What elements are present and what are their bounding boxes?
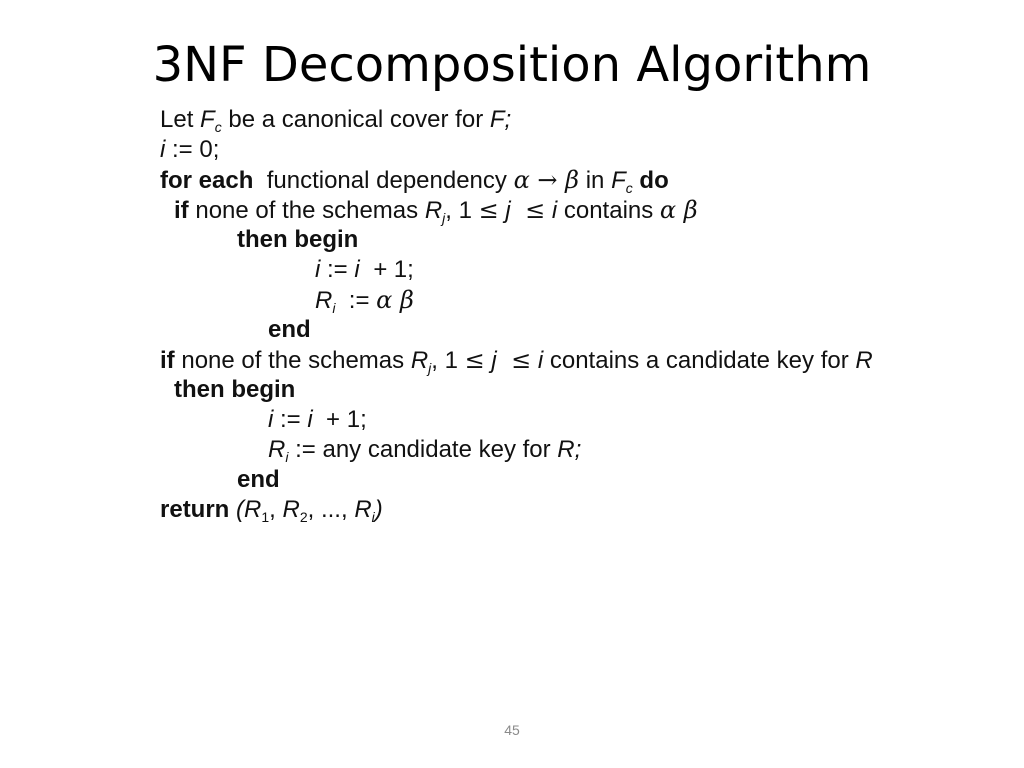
algo-line-14 <box>160 495 1010 525</box>
beta-symbol: β <box>676 196 698 224</box>
beta-symbol: β <box>392 286 414 314</box>
keyword-then-begin: then begin <box>174 376 296 403</box>
keyword-do: do <box>639 167 669 194</box>
text: in <box>579 167 612 194</box>
text: functional dependency <box>253 167 514 194</box>
var-i: i <box>268 406 274 433</box>
algo-line-2 <box>160 135 1010 165</box>
algo-line-13 <box>160 465 1010 495</box>
text: 1; <box>393 256 414 283</box>
text: := <box>273 406 308 433</box>
keyword-then-begin: then begin <box>237 226 359 253</box>
beta-symbol: β <box>565 166 580 194</box>
var-j: j <box>498 197 518 224</box>
algo-line-10 <box>160 375 1010 405</box>
var-i: i <box>531 347 544 374</box>
var-r: R; <box>557 436 582 463</box>
var-r: R <box>855 347 873 374</box>
subscript-c: c <box>625 180 633 196</box>
text: be a canonical cover for <box>221 106 490 133</box>
algo-line-1 <box>160 105 1010 135</box>
le-symbol: ≤ <box>517 196 546 224</box>
keyword-if: if <box>160 347 175 374</box>
arrow-symbol: → <box>529 166 566 194</box>
subscript-c: c <box>214 119 222 135</box>
var-r: R <box>268 436 286 463</box>
text: , ..., <box>307 496 355 523</box>
var-r: R <box>424 197 443 224</box>
le-symbol: ≤ <box>478 196 499 224</box>
text: none of the schemas <box>188 197 425 224</box>
page-number: 45 <box>504 722 520 738</box>
keyword-end: end <box>237 466 280 493</box>
alpha-symbol: α <box>376 286 393 314</box>
text: + 1; <box>319 406 367 433</box>
text: contains <box>557 197 660 224</box>
var-r: R <box>315 287 333 314</box>
var-i: i <box>307 406 320 433</box>
subscript-i: i <box>285 449 289 465</box>
text: := <box>320 256 355 283</box>
var-i: i <box>354 256 367 283</box>
algo-line-12 <box>160 435 1010 465</box>
le-symbol: ≤ <box>503 346 532 374</box>
var-f: F <box>200 106 215 133</box>
text: contains a candidate key for <box>543 347 856 374</box>
var-i: i <box>160 136 166 163</box>
var-r: R <box>354 496 372 523</box>
text: := <box>335 287 377 314</box>
text: := 0; <box>165 136 220 163</box>
text: := any candidate key for <box>288 436 558 463</box>
text: , 1 <box>445 197 479 224</box>
var-r: R <box>282 496 300 523</box>
var-r: (R <box>229 496 262 523</box>
text: , 1 <box>431 347 465 374</box>
var-i: i <box>315 256 321 283</box>
algo-line-7 <box>160 285 1010 315</box>
subscript-i: i <box>332 300 336 316</box>
close-paren: ) <box>374 496 383 523</box>
keyword-if: if <box>174 197 189 224</box>
slide-title: 3NF Decomposition Algorithm <box>152 37 872 93</box>
subscript-i: i <box>371 509 375 525</box>
plus-sign: + <box>366 256 394 283</box>
subscript-2: 2 <box>299 509 308 525</box>
keyword-end: end <box>268 316 311 343</box>
alpha-symbol: α <box>659 196 677 224</box>
algo-line-5 <box>160 225 1010 255</box>
var-f: F <box>611 167 626 194</box>
text: , <box>269 496 283 523</box>
keyword-return: return <box>160 496 230 523</box>
algorithm-block <box>160 105 1010 525</box>
var-f: F; <box>489 106 512 133</box>
subscript-j: j <box>428 360 432 376</box>
subscript-j: j <box>442 210 446 226</box>
var-r: R <box>410 347 429 374</box>
text: none of the schemas <box>174 347 411 374</box>
alpha-symbol: α <box>513 166 530 194</box>
subscript-1: 1 <box>261 509 270 525</box>
algo-line-9 <box>160 345 1010 375</box>
algo-line-6 <box>160 255 1010 285</box>
algo-line-4 <box>160 195 1010 225</box>
text: Let <box>160 106 201 133</box>
le-symbol: ≤ <box>464 346 485 374</box>
var-j: j <box>484 347 504 374</box>
keyword-for-each: for each <box>160 167 254 194</box>
var-i: i <box>545 197 558 224</box>
algo-line-11 <box>160 405 1010 435</box>
algo-line-3 <box>160 165 1010 195</box>
algo-line-8 <box>160 315 1010 345</box>
